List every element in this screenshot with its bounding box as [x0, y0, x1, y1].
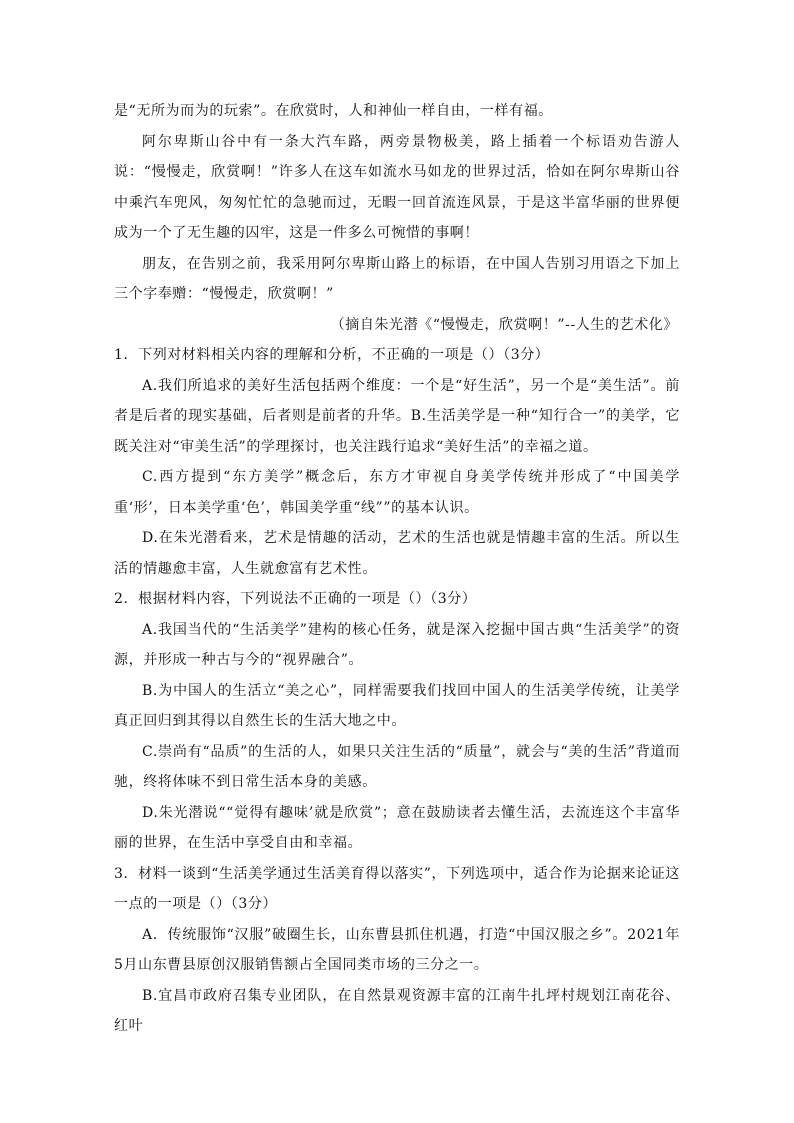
question-option: D.朱光潜说““觉得有趣味’就是欣赏”；意在鼓励读者去懂生活，去流连这个丰富华丽的世界，在生活中享受自由和幸福。 [114, 804, 680, 851]
question-3 [114, 859, 680, 1042]
question-stem: 1．下列对材料相关内容的理解和分析，不正确的一项是（）（3分） [114, 347, 550, 363]
paragraph: 是“无所为而为的玩索”。在欣赏时，人和神仙一样自由，一样有福。 [114, 103, 553, 119]
question-option: D.在朱光潜看来，艺术是情趣的活动，艺术的生活也就是情趣丰富的生活。所以生活的情趣愈丰富，人生就愈富有艺术性。 [114, 530, 680, 577]
question-option: A.我国当代的“生活美学”建构的核心任务，就是深入挖掘中国古典“生活美学”的资源，并形成一种古与今的“视界融合”。 [114, 621, 680, 668]
question-option: A.我们所追求的美好生活包括两个维度：一个是“好生活”，另一个是“美生活”。前者是后者的现实基础，后者则是前者的升华。B.生活美学是一种“知行合一”的美学，它既关注对“审美生活”的学理探讨，也关注践行追求“美好生活”的幸福之道。 [114, 377, 680, 455]
question-option: C.西方提到“东方美学”概念后，东方才审视自身美学传统并形成了“中国美学重‘形’，日本美学重‘色’，韩国美学重“线””的基本认识。 [114, 469, 680, 516]
question-option: A．传统服饰“汉服”破圈生长，山东曹县抓住机遇，打造“中国汉服之乡”。2021年5月山东曹县原创汉服销售额占全国同类市场的三分之一。 [114, 926, 680, 973]
question-option: B.宜昌市政府召集专业团队，在自然景观资源丰富的江南牛扎坪村规划江南花谷、红叶 [114, 987, 680, 1034]
question-option: B.为中国人的生活立“美之心”，同样需要我们找回中国人的生活美学传统，让美学真正回归到其得以自然生长的生活大地之中。 [114, 682, 680, 729]
paragraph: 朋友，在告别之前，我采用阿尔卑斯山路上的标语，在中国人告别习用语之下加上三个字奉赠：“慢慢走，欣赏啊！” [114, 255, 680, 302]
question-option: C.崇尚有“品质”的生活的人，如果只关注生活的“质量”，就会与“美的生活”背道而驰，终将体味不到日常生活本身的美感。 [114, 743, 680, 790]
question-1 [114, 340, 680, 584]
citation: （摘自朱光潜《“慢慢走，欣赏啊！”--人生的艺术化》 [330, 316, 678, 333]
question-stem: 2．根据材料内容，下列说法不正确的一项是（）（3分） [114, 591, 477, 607]
question-2 [114, 584, 680, 859]
document-page [114, 96, 680, 1042]
question-stem: 3．材料一谈到“生活美学通过生活美育得以落实”，下列选项中，适合作为论据来论证这一点的一项是（）（3分） [114, 865, 680, 912]
paragraph: 阿尔卑斯山谷中有一条大汽车路，两旁景物极美，路上插着一个标语劝告游人说：“慢慢走，欣赏啊！”许多人在这车如流水马如龙的世界过活，恰如在阿尔卑斯山谷中乘汽车兜风，匆匆忙忙的急驰而过，无暇一回首流连风景，于是这半富华丽的世界便成为一个了无生趣的囚牢，这是一件多么可惋惜的事啊！ [114, 133, 680, 241]
